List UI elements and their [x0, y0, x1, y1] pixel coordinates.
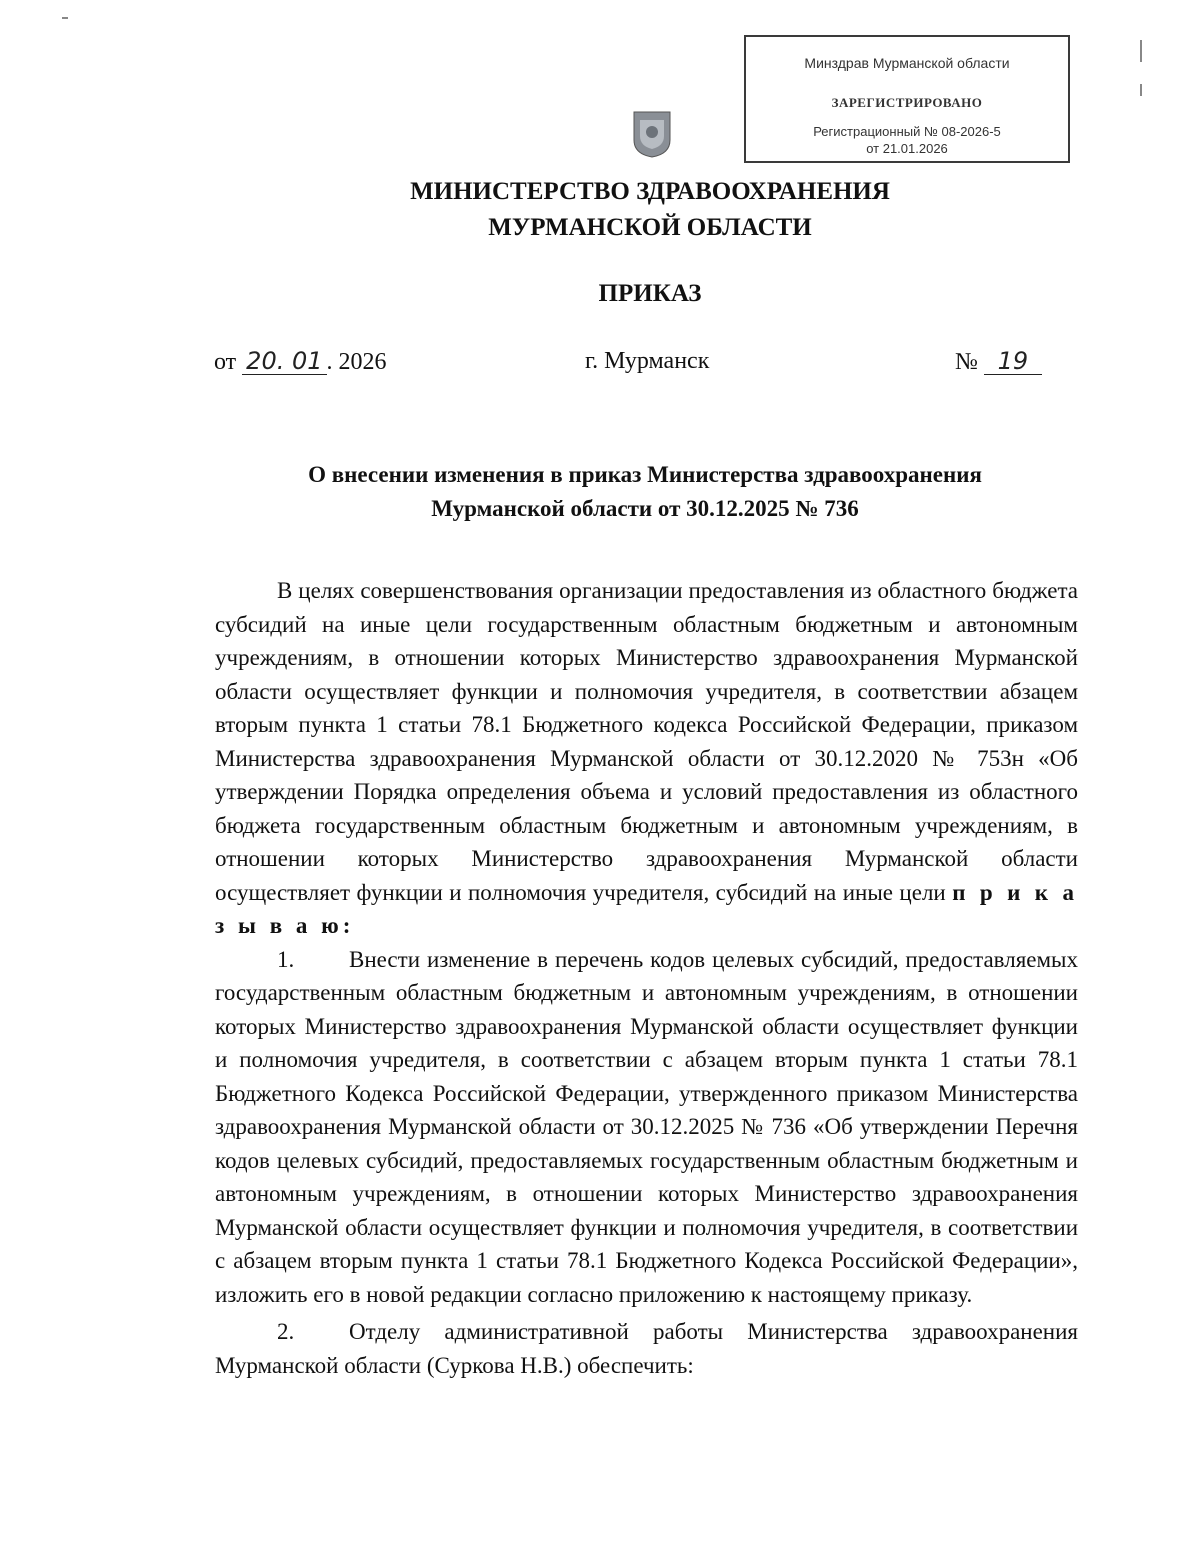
subject-line1: О внесении изменения в приказ Министерства здравоохранения	[308, 462, 982, 487]
preamble-text: В целях совершенствования организации предоставления из областного бюджета субсидий на иные цели государственным областным бюджетным и автономным учреждениям, в отношении которых Министерство здравоохранения Мурманской области осуществляет функции и полномочия учредителя, в соответствии абзацем вторым пункта 1 статьи 78.1 Бюджетного кодекса Российской Федерации, приказом Министерства здравоохранения Мурманской области от 30.12.2020 № 753н «Об утверждении Порядка определения объема и условий предоставления из областного бюджета государственным областным бюджетным и автономным учреждениям, в отношении которых Министерство здравоохранения Мурманской области осуществляет функции и полномочия учредителя, субсидий на иные цели	[215, 578, 1078, 905]
preamble-paragraph	[215, 574, 1078, 943]
number-prefix: №	[955, 349, 978, 375]
item-2-text: Отделу административной работы Министерства здравоохранения Мурманской области (Суркова Н.В.) обеспечить:	[215, 1319, 1078, 1378]
scan-artifact	[1140, 84, 1142, 96]
date-prefix: от	[214, 349, 237, 375]
stamp-organization: Минздрав Мурманской области	[804, 55, 1010, 71]
scan-artifact	[62, 17, 68, 19]
item-1-text: Внести изменение в перечень кодов целевых субсидий, предоставляемых государственным областным бюджетным и автономным учреждениям, в отношении которых Министерство здравоохранения Мурманской области осуществляет функции и полномочия учредителя, в соответствии с абзацем вторым пункта 1 статьи 78.1 Бюджетного Кодекса Российской Федерации, утвержденного приказом Министерства здравоохранения Мурманской области от 30.12.2025 № 736 «Об утверждении Перечня кодов целевых субсидий, предоставляемых государственным областным бюджетным и автономным учреждениям, в отношении которых Министерство здравоохранения Мурманской области осуществляет функции и полномочия учредителя, в соответствии с абзацем вторым пункта 1 статьи 78.1 Бюджетного Кодекса Российской Федерации», изложить его в новой редакции согласно приложению к настоящему приказу.	[215, 946, 1078, 1307]
stamp-registration	[746, 123, 1068, 157]
item-1-paragraph	[215, 943, 1078, 1312]
ministry-name-line1: МИНИСТЕРСТВО ЗДРАВООХРАНЕНИЯ	[410, 178, 890, 205]
ministry-header	[300, 174, 1000, 246]
stamp-status: ЗАРЕГИСТРИРОВАНО	[831, 95, 983, 110]
order-date	[214, 348, 387, 376]
stamp-reg-date: от 21.01.2026	[866, 141, 948, 156]
date-year: . 2026	[326, 349, 387, 375]
scan-artifact	[1140, 40, 1142, 62]
order-body	[215, 574, 1078, 1382]
number-handwritten: 19	[984, 348, 1042, 375]
ministry-name-line2: МУРМАНСКОЙ ОБЛАСТИ	[488, 214, 812, 241]
stamp-reg-number: Регистрационный № 08-2026-5	[813, 124, 1001, 139]
order-keyword: п р и к а з ы в а ю:	[215, 879, 1078, 938]
registration-stamp	[744, 35, 1070, 163]
coat-of-arms-icon	[632, 110, 672, 158]
order-city: г. Мурманск	[585, 348, 710, 374]
item-2-paragraph	[215, 1315, 1078, 1382]
document-type-title: ПРИКАЗ	[598, 280, 702, 307]
subject-line2: Мурманской области от 30.12.2025 № 736	[431, 496, 859, 521]
order-number	[955, 348, 1042, 376]
order-subject	[200, 458, 1090, 526]
date-handwritten: 20. 01	[242, 348, 326, 375]
item-1-number: 1.	[277, 946, 295, 972]
item-2-number: 2.	[277, 1319, 295, 1344]
